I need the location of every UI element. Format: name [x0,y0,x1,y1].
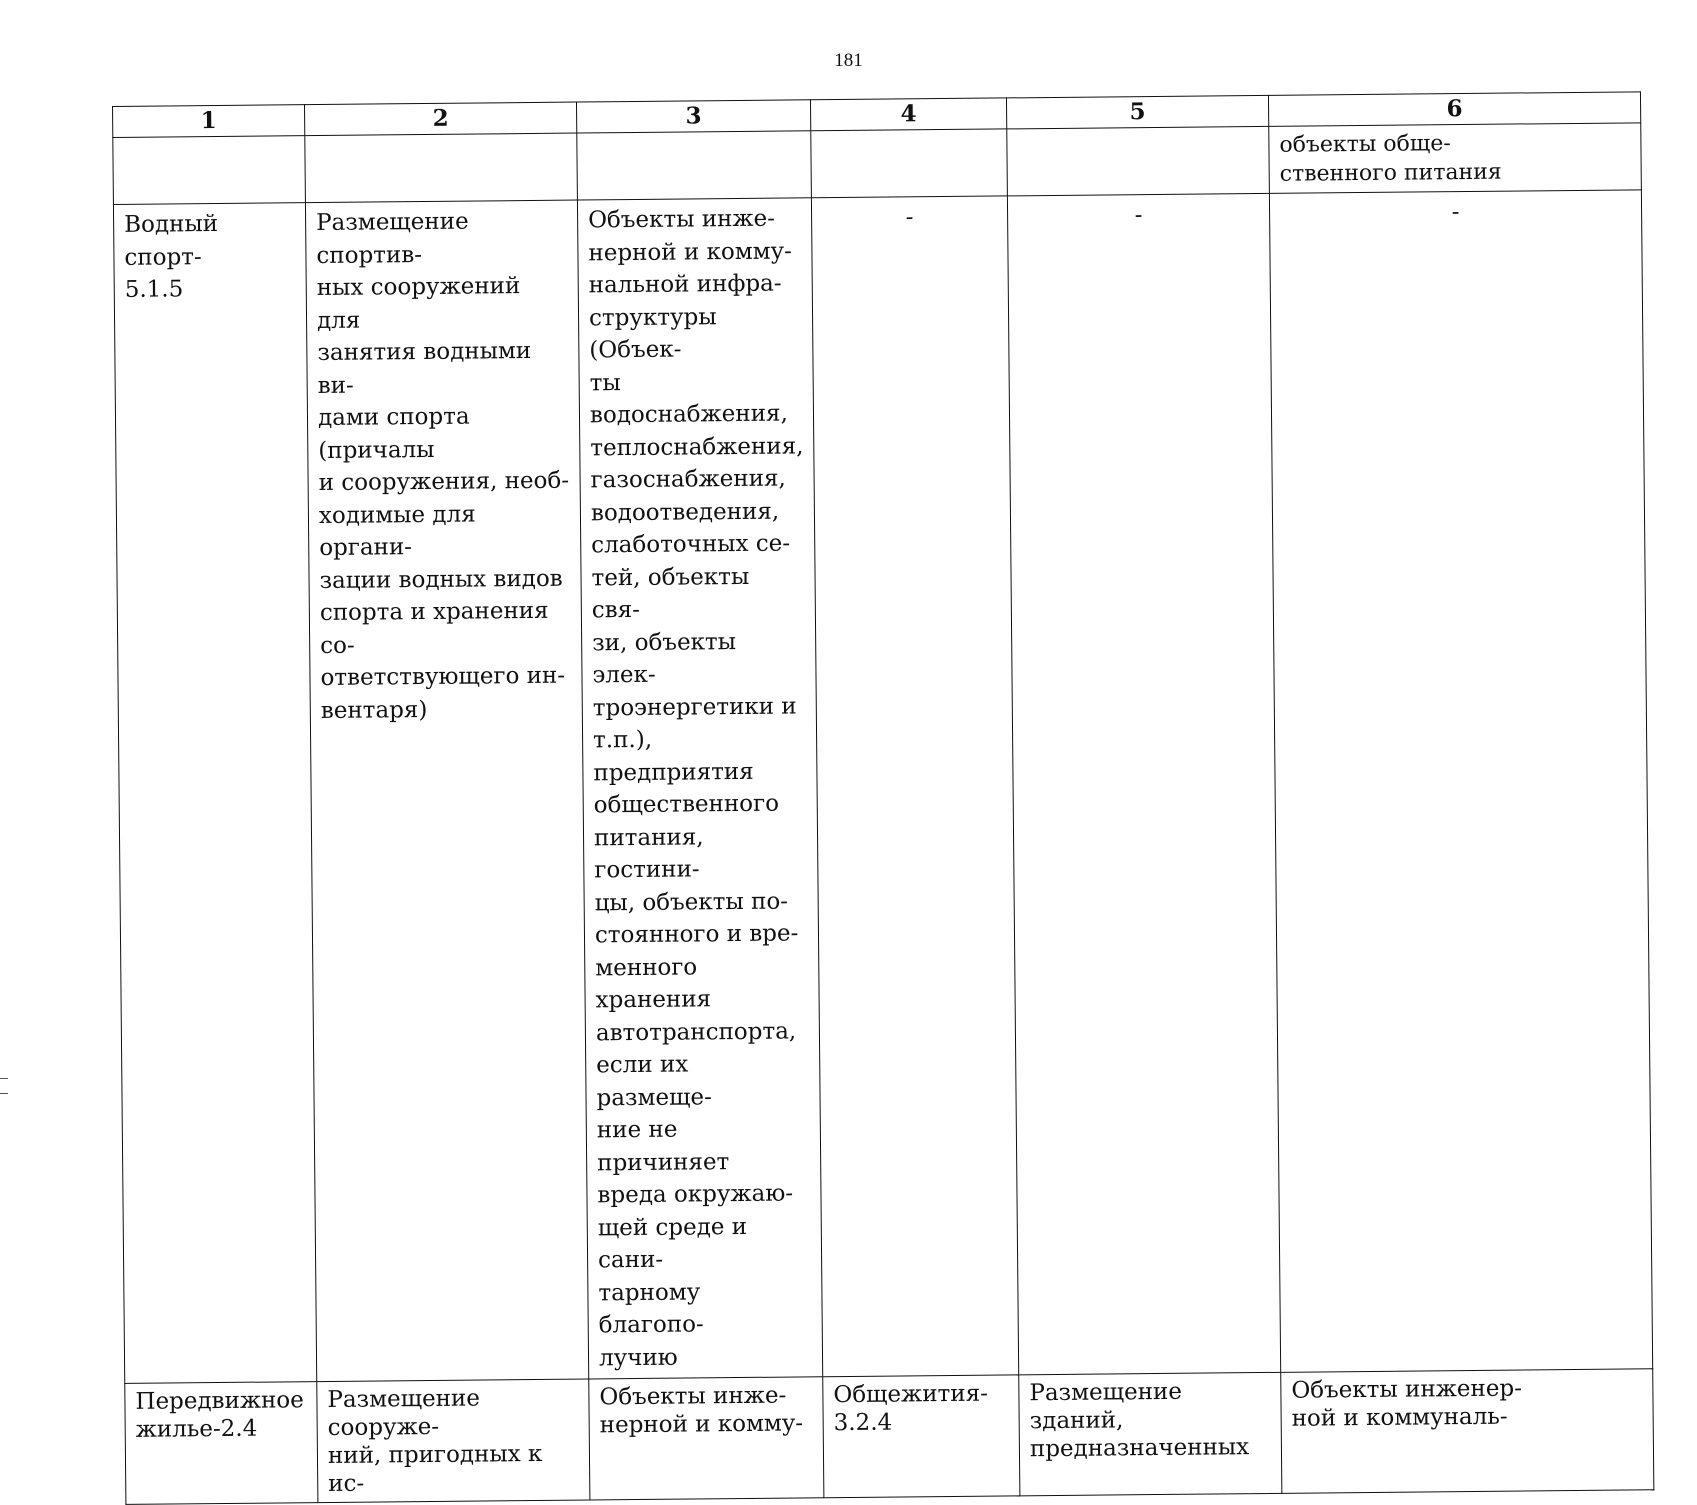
table-row-water-sport [113,190,1652,1384]
table-cell: Объекты инженер- ной и коммуналь- [1281,1369,1654,1494]
column-header-4: 4 [810,98,1006,131]
column-header-2: 2 [304,102,576,136]
table-cell [577,131,812,200]
table-cell [811,129,1008,198]
table-cell [113,136,306,205]
table-cell: Объекты инже- нерной и комму- нальной инфра- структуры (Объек- ты водоснабжения, теплоснабжения, газоснабжения, водоотведения, слаботочных се- тей, объекты свя- зи, объекты элек- троэнергетики и т.п.), предприятия общественного питания, гостини- цы, объекты по- стоянного и вре- менного хранения автотранспорта, если их размеще- ние не причиняет вреда окружаю- щей среде и сани- тарному благопо- лучию [577,198,822,1379]
table-row-mobile-housing [125,1369,1654,1505]
column-header-6: 6 [1268,92,1640,127]
column-header-5: 5 [1006,95,1268,129]
table-cell: - [811,196,1018,1377]
table-cell: Размещение сооруже- ний, пригодных к ис- [317,1379,590,1503]
table-cell: объекты обще- ственного питания [1269,123,1642,194]
table-cell: Общежития- 3.2.4 [823,1375,1020,1498]
page-number: 181 [834,50,863,71]
table-cell: - [1007,193,1280,1374]
table-cell: Размещение зданий, предназначенных [1019,1372,1282,1496]
column-header-3: 3 [576,100,810,133]
table-cell [1007,126,1270,196]
table-cell: Передвижное жилье-2.4 [125,1382,318,1505]
column-header-1: 1 [113,105,305,138]
scan-edge-mark [0,1078,8,1094]
table-cell: Водный спорт- 5.1.5 [113,203,316,1384]
table-cell: - [1269,190,1652,1373]
regulations-table [112,91,1654,1505]
table-cell [305,133,578,203]
table-cell: Размещение спортив- ных сооружений для занятия водными ви- дами спорта (причалы и сооружения, необ- ходимые для органи- зации водных видов спорта и хранения со- ответствующего ин- вентаря) [305,200,588,1382]
table-cell: Объекты инже- нерной и комму- [589,1377,824,1500]
